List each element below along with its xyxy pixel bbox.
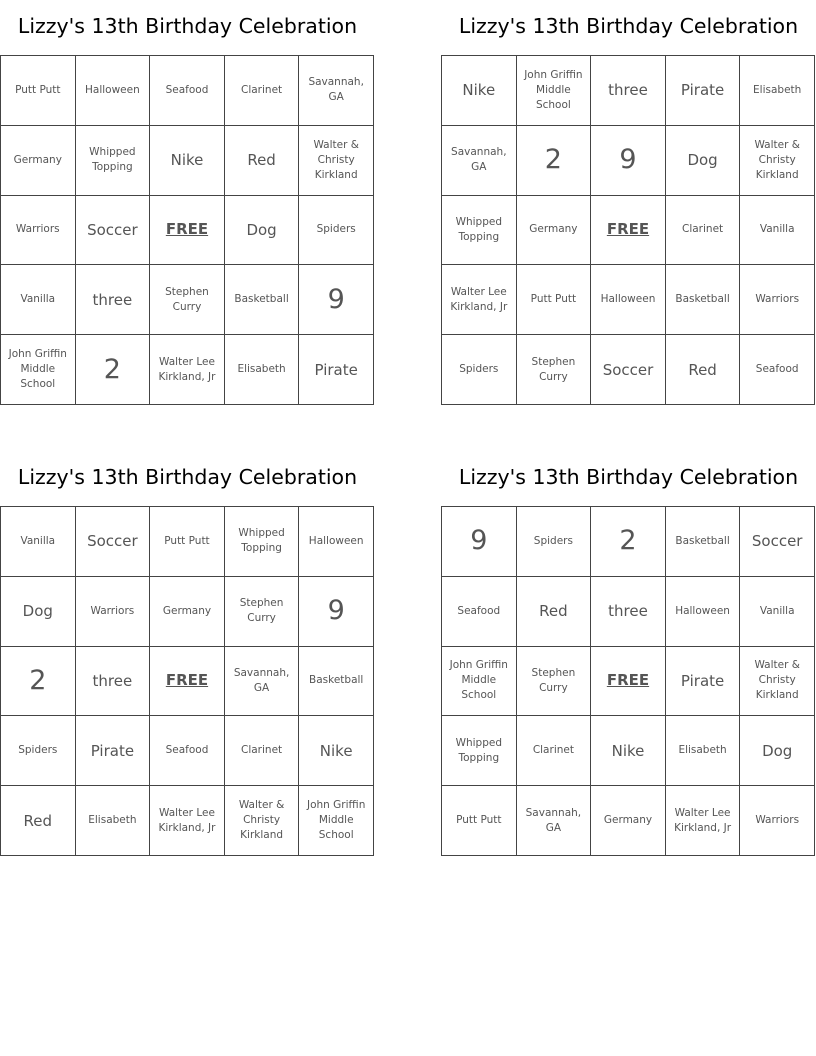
bingo-cell: Stephen Curry	[516, 335, 591, 405]
bingo-cell: Vanilla	[1, 507, 76, 577]
bingo-cell: Walter Lee Kirkland, Jr	[150, 335, 225, 405]
bingo-cell: Red	[665, 335, 740, 405]
bingo-cell: Warriors	[740, 786, 815, 856]
bingo-cell: three	[75, 265, 150, 335]
bingo-cell: Clarinet	[224, 716, 299, 786]
bingo-cell: three	[591, 56, 666, 126]
bingo-cell: Warriors	[1, 195, 76, 265]
bingo-row	[442, 265, 815, 335]
bingo-row	[442, 125, 815, 195]
bingo-cell: Nike	[299, 716, 374, 786]
bingo-cell: Putt Putt	[442, 786, 517, 856]
bingo-cell: Vanilla	[740, 195, 815, 265]
bingo-cell: John Griffin Middle School	[1, 335, 76, 405]
bingo-row	[442, 56, 815, 126]
bingo-cell: Putt Putt	[516, 265, 591, 335]
bingo-row	[1, 265, 374, 335]
bingo-cell: Halloween	[591, 265, 666, 335]
bingo-cell: Spiders	[516, 507, 591, 577]
bingo-row	[1, 576, 374, 646]
bingo-cell: Dog	[1, 576, 76, 646]
bingo-cell: 9	[299, 576, 374, 646]
bingo-cell: Soccer	[591, 335, 666, 405]
bingo-cell: John Griffin Middle School	[516, 56, 591, 126]
bingo-cell: Germany	[516, 195, 591, 265]
bingo-cell: Clarinet	[665, 195, 740, 265]
bingo-cell: Putt Putt	[150, 507, 225, 577]
bingo-cell: Pirate	[299, 335, 374, 405]
bingo-cell: Walter Lee Kirkland, Jr	[665, 786, 740, 856]
bingo-row	[442, 786, 815, 856]
bingo-cell: Vanilla	[740, 576, 815, 646]
bingo-cell: Clarinet	[516, 716, 591, 786]
bingo-cell: Dog	[224, 195, 299, 265]
bingo-cell: Seafood	[442, 576, 517, 646]
bingo-cell: Pirate	[665, 646, 740, 716]
bingo-row	[1, 125, 374, 195]
bingo-cell: Whipped Topping	[442, 195, 517, 265]
bingo-cell: Dog	[740, 716, 815, 786]
bingo-cell: Elisabeth	[740, 56, 815, 126]
bingo-cell: Basketball	[665, 265, 740, 335]
bingo-cell: 9	[299, 265, 374, 335]
bingo-cell: John Griffin Middle School	[299, 786, 374, 856]
bingo-cell: Dog	[665, 125, 740, 195]
bingo-cell: Pirate	[75, 716, 150, 786]
bingo-cell: Basketball	[665, 507, 740, 577]
bingo-cell: Seafood	[150, 56, 225, 126]
bingo-cell: Walter Lee Kirkland, Jr	[150, 786, 225, 856]
bingo-cell: Warriors	[75, 576, 150, 646]
bingo-cell: three	[75, 646, 150, 716]
bingo-cell: Spiders	[442, 335, 517, 405]
bingo-cell: Warriors	[740, 265, 815, 335]
bingo-cell: Stephen Curry	[224, 576, 299, 646]
bingo-row	[1, 716, 374, 786]
bingo-cell: Whipped Topping	[442, 716, 517, 786]
bingo-cell: Germany	[591, 786, 666, 856]
bingo-row	[1, 195, 374, 265]
free-space: FREE	[591, 195, 666, 265]
bingo-cell: Walter & Christy Kirkland	[740, 125, 815, 195]
bingo-cell: Seafood	[740, 335, 815, 405]
bingo-cell: Elisabeth	[75, 786, 150, 856]
free-space: FREE	[591, 646, 666, 716]
card-title: Lizzy's 13th Birthday Celebration	[17, 465, 358, 489]
bingo-cell: Germany	[150, 576, 225, 646]
bingo-row	[1, 56, 374, 126]
bingo-cell: Seafood	[150, 716, 225, 786]
bingo-cell: Halloween	[75, 56, 150, 126]
bingo-cell: Nike	[150, 125, 225, 195]
bingo-row	[442, 576, 815, 646]
bingo-cell: Walter & Christy Kirkland	[740, 646, 815, 716]
bingo-cell: Whipped Topping	[75, 125, 150, 195]
bingo-cell: Putt Putt	[1, 56, 76, 126]
bingo-row	[1, 786, 374, 856]
bingo-cell: Whipped Topping	[224, 507, 299, 577]
bingo-cell: Walter & Christy Kirkland	[299, 125, 374, 195]
bingo-cell: Spiders	[299, 195, 374, 265]
bingo-cell: Germany	[1, 125, 76, 195]
bingo-cell: 2	[591, 507, 666, 577]
bingo-cell: Halloween	[299, 507, 374, 577]
bingo-cell: John Griffin Middle School	[442, 646, 517, 716]
bingo-cell: Savannah, GA	[516, 786, 591, 856]
bingo-cell: 9	[591, 125, 666, 195]
bingo-cell: Nike	[442, 56, 517, 126]
bingo-cell: Nike	[591, 716, 666, 786]
bingo-row	[1, 646, 374, 716]
bingo-row	[442, 716, 815, 786]
bingo-grid	[441, 506, 815, 856]
bingo-cell: Vanilla	[1, 265, 76, 335]
card-title: Lizzy's 13th Birthday Celebration	[458, 14, 799, 38]
card-title: Lizzy's 13th Birthday Celebration	[17, 14, 358, 38]
bingo-cell: Elisabeth	[665, 716, 740, 786]
bingo-row	[442, 335, 815, 405]
bingo-grid	[0, 506, 374, 856]
bingo-grid	[0, 55, 374, 405]
free-space: FREE	[150, 646, 225, 716]
bingo-cell: 2	[1, 646, 76, 716]
bingo-cell: Soccer	[740, 507, 815, 577]
bingo-cell: Savannah, GA	[224, 646, 299, 716]
bingo-cell: Red	[1, 786, 76, 856]
bingo-row	[1, 335, 374, 405]
bingo-cell: three	[591, 576, 666, 646]
bingo-grid	[441, 55, 815, 405]
bingo-cell: Savannah, GA	[299, 56, 374, 126]
bingo-row	[442, 507, 815, 577]
bingo-cell: Savannah, GA	[442, 125, 517, 195]
bingo-cell: Red	[224, 125, 299, 195]
bingo-row	[442, 646, 815, 716]
bingo-cell: Soccer	[75, 195, 150, 265]
bingo-cell: Walter & Christy Kirkland	[224, 786, 299, 856]
bingo-cell: Clarinet	[224, 56, 299, 126]
bingo-cell: Spiders	[1, 716, 76, 786]
free-space: FREE	[150, 195, 225, 265]
bingo-cell: Red	[516, 576, 591, 646]
bingo-cell: Halloween	[665, 576, 740, 646]
bingo-row	[442, 195, 815, 265]
bingo-cell: Pirate	[665, 56, 740, 126]
bingo-cell: Basketball	[224, 265, 299, 335]
bingo-cell: Stephen Curry	[150, 265, 225, 335]
bingo-cell: 9	[442, 507, 517, 577]
bingo-cell: 2	[516, 125, 591, 195]
bingo-cell: Soccer	[75, 507, 150, 577]
bingo-row	[1, 507, 374, 577]
bingo-cell: Stephen Curry	[516, 646, 591, 716]
bingo-cell: Basketball	[299, 646, 374, 716]
card-title: Lizzy's 13th Birthday Celebration	[458, 465, 799, 489]
bingo-cell: Elisabeth	[224, 335, 299, 405]
bingo-cell: 2	[75, 335, 150, 405]
bingo-cell: Walter Lee Kirkland, Jr	[442, 265, 517, 335]
